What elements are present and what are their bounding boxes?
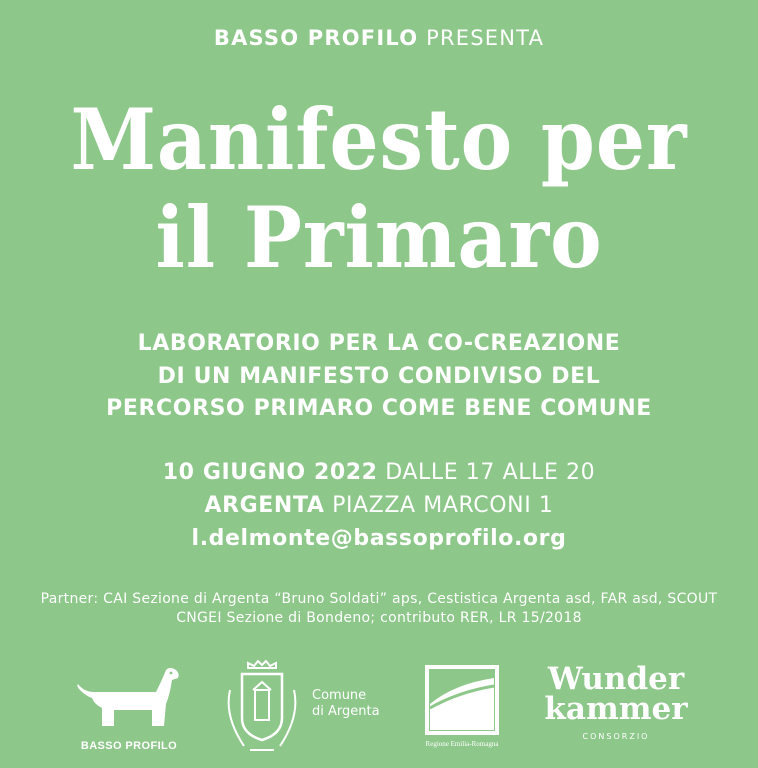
regione-logo-text: Regione Emilia-Romagna <box>425 740 499 748</box>
comune-line-2: di Argenta <box>312 704 380 719</box>
comune-line-1: Comune <box>312 688 367 703</box>
subtitle-line-1: LABORATORIO PER LA CO-CREAZIONE <box>137 331 621 356</box>
event-time: DALLE 17 ALLE 20 <box>385 460 596 485</box>
wunderkammer-line-2: kammer <box>544 691 688 727</box>
event-city: ARGENTA <box>204 493 325 518</box>
event-place <box>0 493 758 518</box>
presenter-line <box>0 26 758 50</box>
wunderkammer-logo <box>536 661 696 754</box>
dachshund-icon <box>74 664 184 736</box>
wunderkammer-subtitle: CONSORZIO <box>582 732 650 741</box>
title-line-2: il Primaro <box>155 188 603 287</box>
regione-emblem-icon <box>424 664 500 736</box>
wunderkammer-line-1: Wunder <box>547 661 685 697</box>
event-address: PIAZZA MARCONI 1 <box>332 493 554 518</box>
partners-text: Partner: CAI Sezione di Argenta “Bruno Soldati” aps, Cestistica Argenta asd, FAR asd, SCOUT CNGEI Sezione di Bondeno; contributo RER, LR 15/2018 <box>40 591 718 626</box>
title-line-1: Manifesto per <box>70 90 688 189</box>
event-email-link[interactable]: l.delmonte@bassoprofilo.org <box>191 526 567 551</box>
subtitle-line-3: PERCORSO PRIMARO COME BENE COMUNE <box>106 396 652 421</box>
event-date-time <box>0 460 758 485</box>
presenter-name: BASSO PROFILO <box>213 26 419 50</box>
argenta-crest-icon <box>222 660 302 756</box>
subtitle-line-2: DI UN MANIFESTO CONDIVISO DEL <box>157 364 601 389</box>
regione-emilia-romagna-logo <box>424 664 500 754</box>
basso-profilo-logo <box>74 664 184 752</box>
event-date: 10 GIUGNO 2022 <box>162 460 378 485</box>
basso-profilo-logo-text: BASSO PROFILO <box>80 740 178 752</box>
comune-text <box>312 688 380 720</box>
presenter-verb: PRESENTA <box>426 26 545 50</box>
comune-di-argenta-logo <box>222 660 402 756</box>
